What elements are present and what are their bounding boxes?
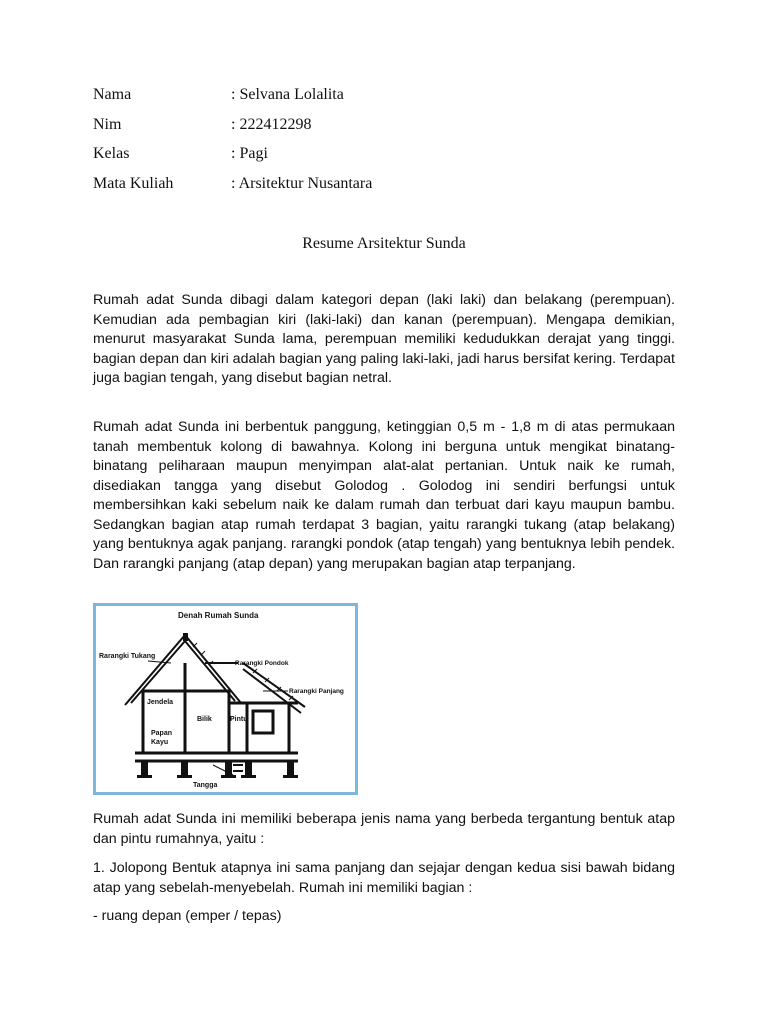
house-diagram-figure <box>93 603 358 795</box>
info-value: : 222412298 <box>231 115 312 133</box>
label-jendela: Jendela <box>147 699 174 706</box>
label-papan: Papan <box>151 730 173 737</box>
ridge-post <box>183 633 188 641</box>
info-label: Mata Kuliah <box>93 174 174 192</box>
paragraph-2: Rumah adat Sunda ini berbentuk panggung, ketinggian 0,5 m - 1,8 m di atas permukaan tanah membentuk kolong di bawahnya. Kolong ini berguna untuk mengikat binatang-binatang peliharaan maupun menyimpan alat-alat pertanian. Untuk naik ke rumah, disediakan tangga yang disebut Golodog . Golodog ini sendiri berfungsi untuk membersihkan kaki sebelum naik ke dalam rumah dan terbuat dari kayu maupun bambu. Sedangkan bagian atap rumah terdapat 3 bagian, yaitu rarangki tukang (atap belakang) yang bentuknya agak panjang. rarangki pondok (atap tengah) yang bentuknya lebih pendek. Dan rarangki panjang (atap depan) yang merupakan bagian atap terpanjang. <box>93 419 675 572</box>
paragraph-3: Rumah adat Sunda ini memiliki beberapa jenis nama yang berbeda tergantung bentuk atap dan pintu rumahnya, yaitu : <box>93 811 675 847</box>
label-rarangki-pondok: Rarangki Pondok <box>235 660 289 667</box>
label-rarangki-panjang: Rarangki Panjang <box>289 688 344 695</box>
paragraph-1: Rumah adat Sunda dibagi dalam kategori depan (laki laki) dan belakang (perempuan). Kemudian ada pembagian kiri (laki-laki) dan kanan (perempuan). Mengapa demikian, menurut masyarakat Sunda lama, perempuan memiliki kedudukkan derajat yang tinggi. bagian depan dan kiri adalah bagian yang paling laki-laki, jadi harus bersifat kering. Terdapat juga bagian tengah, yang disebut bagian netral. <box>93 292 675 386</box>
paragraph-5: - ruang depan (emper / tepas) <box>93 908 282 924</box>
document-title: Resume Arsitektur Sunda <box>302 235 466 252</box>
label-pintu: Pintu <box>230 716 248 723</box>
figure-title: Denah Rumah Sunda <box>178 611 259 620</box>
label-bilik: Bilik <box>197 716 212 723</box>
info-label: Kelas <box>93 145 130 162</box>
label-rarangki-tukang: Rarangki Tukang <box>99 653 156 660</box>
info-value: : Pagi <box>231 145 268 162</box>
info-label: Nama <box>93 86 132 103</box>
info-value: : Selvana Lolalita <box>231 86 344 103</box>
label-kayu: Kayu <box>151 739 169 746</box>
info-label: Nim <box>93 115 122 133</box>
info-value: : Arsitektur Nusantara <box>231 174 373 192</box>
info-row-nim <box>93 116 372 146</box>
student-info <box>93 86 372 204</box>
info-row-nama <box>93 86 372 116</box>
info-row-kelas <box>93 145 372 175</box>
label-tangga: Tangga <box>193 782 218 789</box>
info-row-mata-kuliah <box>93 175 372 205</box>
paragraph-4: 1. Jolopong Bentuk atapnya ini sama panjang dan sejajar dengan kedua sisi bawah bidang atap yang sebelah-menyebelah. Rumah ini memiliki bagian : <box>93 860 675 896</box>
